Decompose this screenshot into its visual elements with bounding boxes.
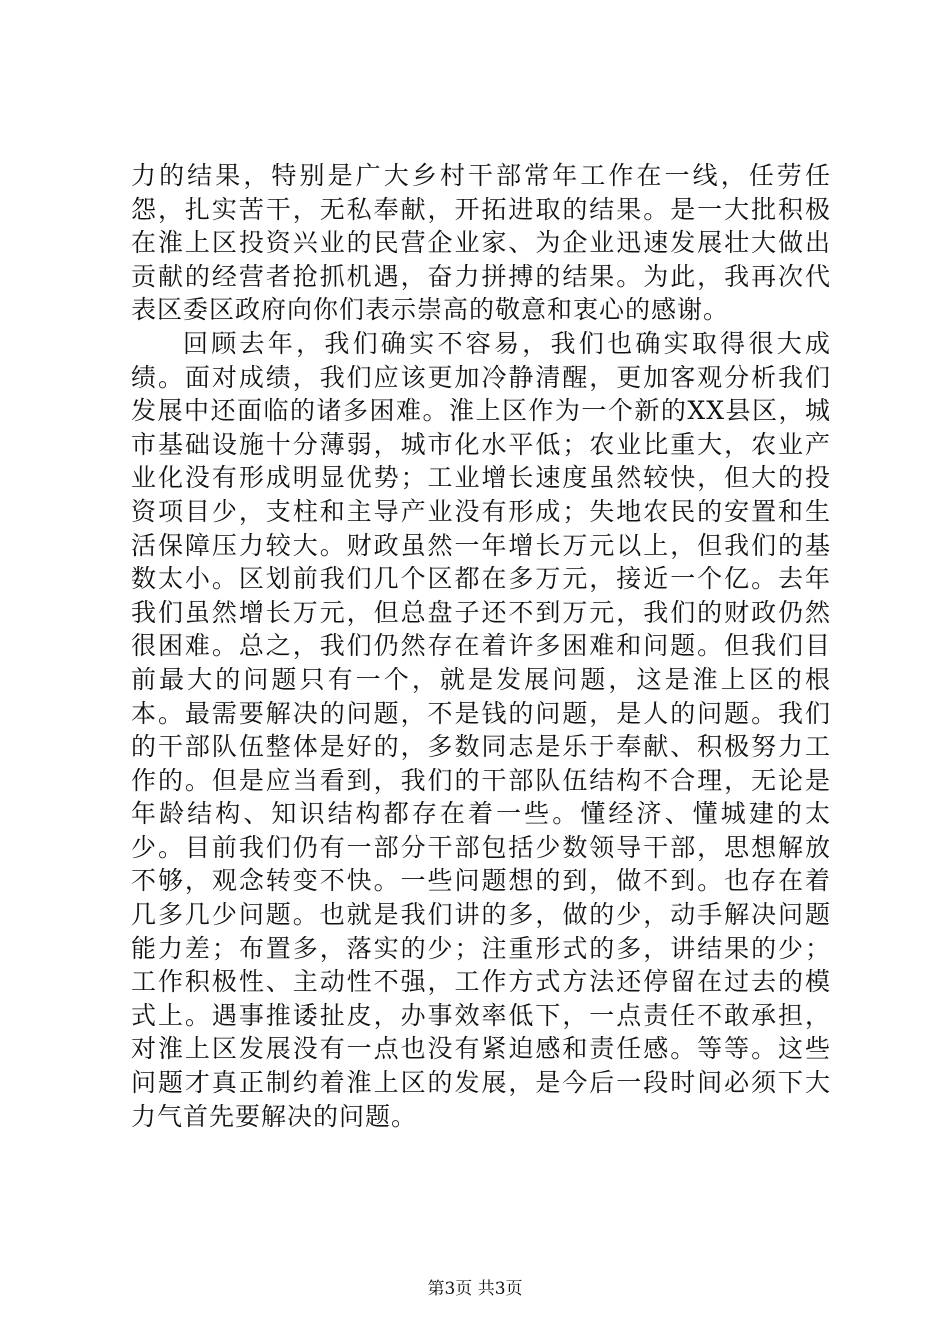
paragraph-2: 回顾去年，我们确实不容易，我们也确实取得很大成绩。面对成绩，我们应该更加冷静清醒，更加客观分析我们发展中还面临的诸多困难。淮上区作为一个新的XX县区，城市基础设施十分薄弱，城市化水平低；农业比重大，农业产业化没有形成明显优势；工业增长速度虽然较快，但大的投资项目少，支柱和主导产业没有形成；失地农民的安置和生活保障压力较大。财政虽然一年增长万元以上，但我们的基数太小。区划前我们几个区都在多万元，接近一个亿。去年我们虽然增长万元，但总盘子还不到万元，我们的财政仍然很困难。总之，我们仍然存在着许多困难和问题。但我们目前最大的问题只有一个，就是发展问题，这是淮上区的根本。最需要解决的问题，不是钱的问题，是人的问题。我们的干部队伍整体是好的，多数同志是乐于奉献、积极努力工作的。但是应当看到，我们的干部队伍结构不合理，无论是年龄结构、知识结构都存在着一些。懂经济、懂城建的太少。目前我们仍有一部分干部包括少数领导干部，思想解放不够，观念转变不快。一些问题想的到，做不到。也存在着几多几少问题。也就是我们讲的多，做的少，动手解决问题能力差；布置多，落实的少；注重形式的多，讲结果的少；工作积极性、主动性不强，工作方式方法还停留在过去的模式上。遇事推诿扯皮，办事效率低下，一点责任不敢承担，对淮上区发展没有一点也没有紧迫感和责任感。等等。这些问题才真正制约着淮上区的发展，是今后一段时间必须下大力气首先要解决的问题。 (131, 328, 831, 1131)
page-footer: 第3页 共3页 (427, 1279, 523, 1299)
paragraph-1: 力的结果，特别是广大乡村干部常年工作在一线，任劳任怨，扎实苦干，无私奉献，开拓进取的结果。是一大批积极在淮上区投资兴业的民营企业家、为企业迅速发展壮大做出贡献的经营者抢抓机遇，奋力拼搏的结果。为此，我再次代表区委区政府向你们表示崇高的敬意和衷心的感谢。 (131, 161, 831, 325)
document-body (131, 159, 831, 1133)
